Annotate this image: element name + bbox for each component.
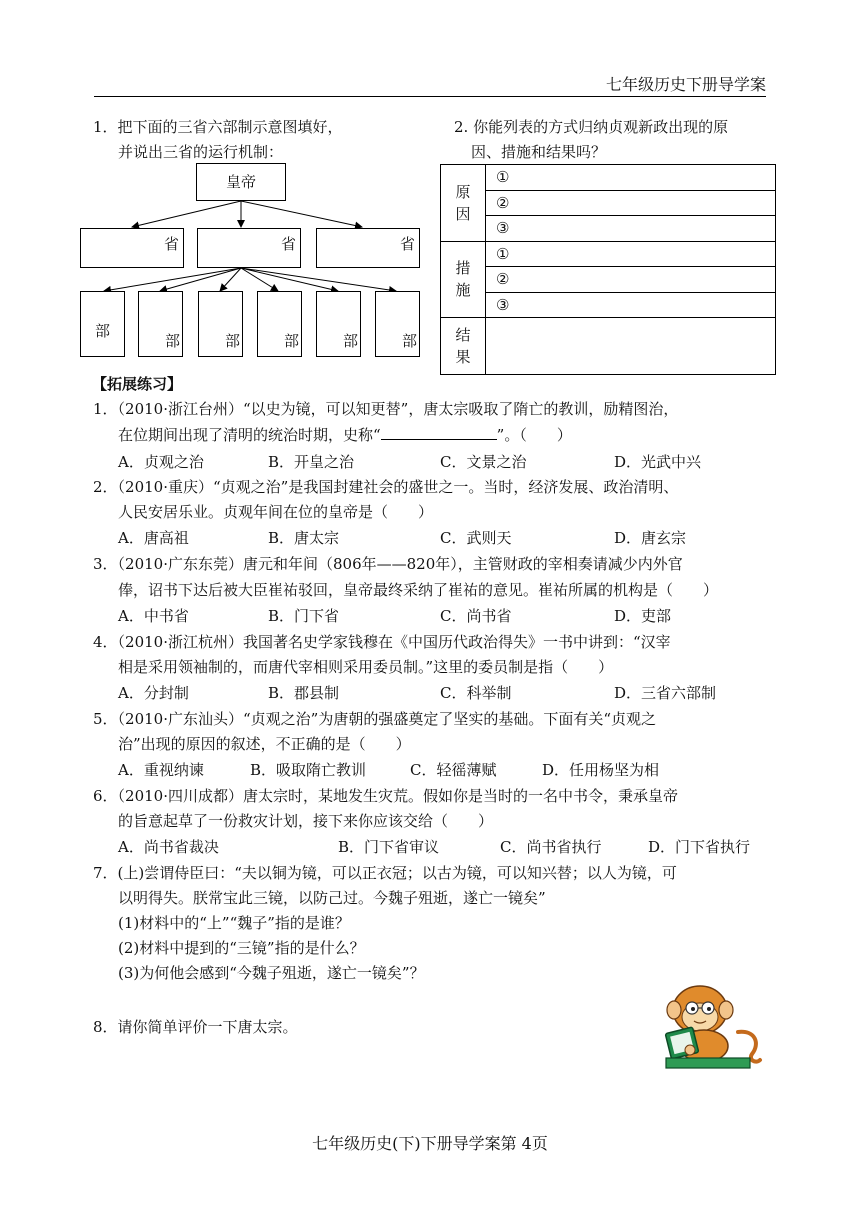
- table-label-result: 结 果: [441, 318, 486, 375]
- ministry-box-6[interactable]: [375, 291, 420, 357]
- table-cell[interactable]: ①: [486, 165, 776, 191]
- option-b[interactable]: B．开皇之治: [268, 453, 355, 471]
- zhenguan-table: [440, 164, 776, 375]
- question-6-line2: 的旨意起草了一份救灾计划，接下来你应该交给（ ）: [118, 812, 494, 830]
- option-d[interactable]: D．光武中兴: [614, 453, 702, 471]
- table-cell[interactable]: ③: [486, 216, 776, 242]
- option-c[interactable]: C．尚书省执行: [500, 838, 602, 856]
- table-cell[interactable]: ③: [486, 292, 776, 318]
- question-7-sub1: (1)材料中的“上”“魏子”指的是谁？: [118, 914, 350, 932]
- table-cell-result[interactable]: [486, 318, 776, 375]
- option-d[interactable]: D．唐玄宗: [614, 529, 687, 547]
- question-1-line2-text: 在位期间出现了清明的统治时期，史称“: [118, 426, 381, 444]
- question-3-line1: 3．（2010·广东东莞）唐元和年间（806年——820年），主管财政的宰相奏请减少内外官: [93, 555, 683, 573]
- ministry-box-3[interactable]: [198, 291, 243, 357]
- ministry-label: 部: [224, 332, 240, 350]
- province-label: 省: [163, 235, 179, 253]
- question-5-line1: 5．（2010·广东汕头）“贞观之治”为唐朝的强盛奠定了坚实的基础。下面有关“贞观之: [93, 710, 656, 728]
- option-b[interactable]: B．唐太宗: [268, 529, 340, 547]
- table-label-cause: 原 因: [441, 165, 486, 242]
- ministry-box-5[interactable]: [316, 291, 361, 357]
- table-cell[interactable]: ②: [486, 267, 776, 293]
- option-a[interactable]: A．尚书省裁决: [118, 838, 219, 856]
- question-7-sub2: (2)材料中提到的“三镜”指的是什么？: [118, 939, 365, 957]
- option-c[interactable]: C．文景之治: [440, 453, 527, 471]
- table-cell[interactable]: ①: [486, 241, 776, 267]
- province-label: 省: [399, 235, 415, 253]
- ministry-label: 部: [164, 332, 180, 350]
- option-c[interactable]: C．尚书省: [440, 607, 512, 625]
- ministry-label: 部: [342, 332, 358, 350]
- q1-line2: 并说出三省的运行机制：: [118, 143, 284, 161]
- option-a[interactable]: A．唐高祖: [118, 529, 189, 547]
- question-5-line2: 治”出现的原因的叙述，不正确的是（ ）: [118, 735, 411, 753]
- page-footer: 七年级历史(下)下册导学案第 4页: [312, 1134, 548, 1153]
- option-a[interactable]: A．中书省: [118, 607, 189, 625]
- option-a[interactable]: A．分封制: [118, 684, 189, 702]
- ministry-label: 部: [94, 322, 110, 340]
- option-d[interactable]: D．吏部: [614, 607, 672, 625]
- question-2-options: [118, 527, 778, 547]
- option-c[interactable]: C．轻徭薄赋: [410, 761, 497, 779]
- province-label: 省: [280, 235, 296, 253]
- question-4-line2: 相是采用领袖制的，而唐代宰相则采用委员制。”这里的委员制是指（ ）: [118, 658, 614, 676]
- question-6-line1: 6．（2010·四川成都）唐太宗时，某地发生灾荒。假如你是当时的一名中书令，秉承皇帝: [93, 787, 678, 805]
- ministry-box-1[interactable]: [80, 291, 125, 357]
- ministry-box-2[interactable]: [138, 291, 183, 357]
- emperor-label: 皇帝: [225, 173, 256, 191]
- option-d[interactable]: D．任用杨坚为相: [542, 761, 660, 779]
- question-7-sub3: (3)为何他会感到“今魏子殂逝，遂亡一镜矣”？: [118, 964, 425, 982]
- question-2-line1: 2．（2010·重庆）“贞观之治”是我国封建社会的盛世之一。当时，经济发展、政治清明、: [93, 478, 679, 496]
- question-1-line2-end: ”。（ ）: [496, 426, 572, 444]
- option-b[interactable]: B．门下省: [268, 607, 340, 625]
- question-1-line1: 1．（2010·浙江台州）“以史为镜，可以知更替”，唐太宗吸取了隋亡的教训，励精图治，: [93, 400, 679, 418]
- question-1-options: [118, 451, 778, 471]
- option-b[interactable]: B．吸取隋亡教训: [250, 761, 367, 779]
- q2-line1: 2. 你能列表的方式归纳贞观新政出现的原: [454, 118, 729, 136]
- province-box-1[interactable]: [80, 228, 184, 268]
- option-b[interactable]: B．门下省审议: [338, 838, 440, 856]
- ministry-box-4[interactable]: [257, 291, 302, 357]
- answer-blank[interactable]: [381, 425, 497, 440]
- question-7-line2: 以明得失。朕常宝此三镜，以防己过。今魏子殂逝，遂亡一镜矣”: [118, 889, 546, 907]
- table-cell[interactable]: ②: [486, 190, 776, 216]
- question-1-line2: [118, 424, 572, 445]
- option-c[interactable]: C．武则天: [440, 529, 512, 547]
- question-6-options: [118, 836, 778, 856]
- ministry-label: 部: [283, 332, 299, 350]
- question-5-options: [118, 759, 778, 779]
- q1-line1: 1．把下面的三省六部制示意图填好，: [93, 118, 343, 136]
- option-d[interactable]: D．三省六部制: [614, 684, 717, 702]
- question-8: 8．请你简单评价一下唐太宗。: [93, 1018, 298, 1036]
- option-c[interactable]: C．科举制: [440, 684, 512, 702]
- question-4-line1: 4．（2010·浙江杭州）我国著名史学家钱穆在《中国历代政治得失》一书中讲到：“汉宰: [93, 633, 671, 651]
- province-box-3[interactable]: [316, 228, 420, 268]
- option-a[interactable]: A．重视纳谏: [118, 761, 204, 779]
- question-3-line2: 俸，诏书下达后被大臣崔祐驳回，皇帝最终采纳了崔祐的意见。崔祐所属的机构是（ ）: [118, 581, 719, 599]
- province-box-2[interactable]: [197, 228, 301, 268]
- question-3-options: [118, 605, 778, 625]
- option-b[interactable]: B．郡县制: [268, 684, 340, 702]
- question-7-line1: 7．(上)尝谓侍臣曰：“夫以铜为镜，可以正衣冠；以古为镜，可以知兴替；以人为镜，可: [93, 864, 677, 882]
- page-header: 七年级历史下册导学案: [605, 75, 766, 94]
- ministry-label: 部: [401, 332, 417, 350]
- monkey-reading-illustration: [660, 980, 765, 1070]
- q2-line2: 因、措施和结果吗？: [471, 143, 607, 161]
- section-title: 【拓展练习】: [92, 375, 183, 393]
- question-2-line2: 人民安居乐业。贞观年间在位的皇帝是（ ）: [118, 503, 434, 521]
- option-d[interactable]: D．门下省执行: [648, 838, 751, 856]
- emperor-box: [196, 163, 286, 201]
- option-a[interactable]: A．贞观之治: [118, 453, 204, 471]
- question-4-options: [118, 682, 778, 702]
- table-label-measures: 措 施: [441, 241, 486, 318]
